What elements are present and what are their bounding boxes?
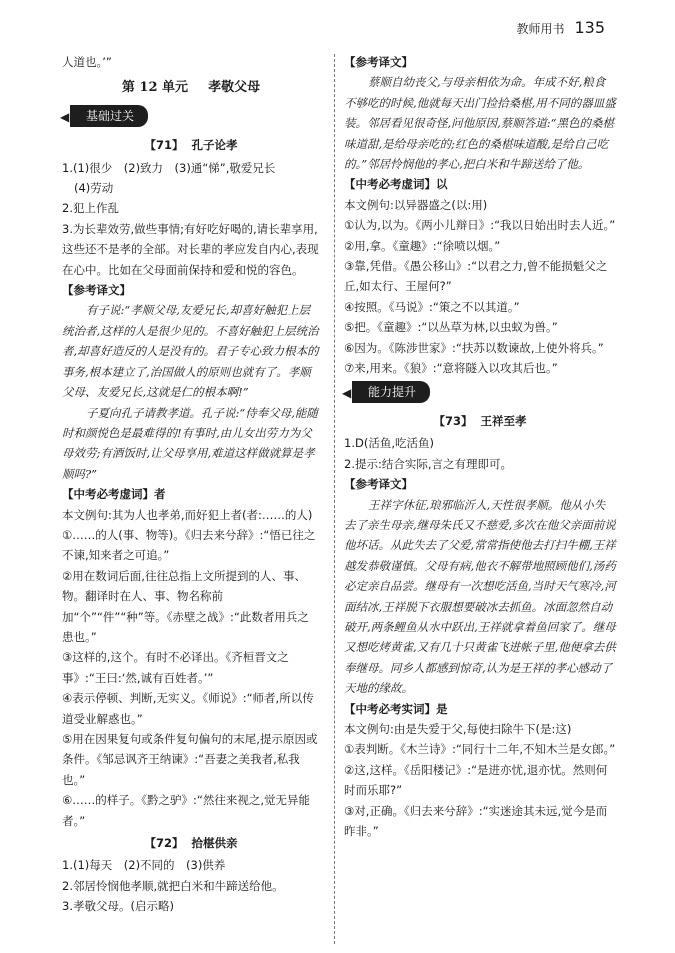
lesson-heading-72 [62, 833, 320, 853]
translation-paragraph: 有子说:“孝顺父母,友爱兄长,却喜好触犯上层统治者,这样的人是很少见的。不喜好触犯上层统治者,却喜好造反的人是没有的。君子专心致力根本的事务,根本建立了,治国做人的原则也就有了。孝顺父母、友爱兄长,这就是仁的根本啊!” [62, 303, 319, 400]
answer-line: (4)劳动 [74, 181, 114, 196]
xuci-line: ⑦来,用来。《狼》:“意将隧入以攻其后也。” [344, 361, 558, 376]
translation-paragraph: 王祥字休征,琅邪临沂人,天性很孝顺。他从小失去了亲生母亲,继母朱氏又不慈爱,多次在他父亲面前说他坏话。从此失去了父爱,常常指使他去打扫牛棚,王祥越发恭敬谨慎。父母有病,他衣不解带地照顾他们,汤药必定亲自品尝。继母有一次想吃活鱼,当时天气寒冷,河面结冰,王祥脱下衣服想要破冰去抓鱼。冰面忽然自动破开,两条鲤鱼从水中跃出,王祥就拿着鱼回家了。继母又想吃烤黄雀,又有几十只黄雀飞进帐子里,他便拿去供奉继母。同乡人都感到惊奇,认为是王祥的孝心感动了天地的缘故。 [344, 497, 616, 696]
lesson-title: 孔子论孝 [191, 138, 238, 153]
right-column [344, 52, 616, 841]
xuci-line: ①……的人(事、物等)。《归去来兮辞》:“悟已往之不谏,知来者之可追。” [62, 527, 316, 563]
xuci-line: ②用,拿。《童趣》:“徐喷以烟。” [344, 238, 501, 253]
shici-line: 本文例句:由是失爱于父,每使扫除牛下(是:这) [344, 722, 572, 736]
section-tag-basic [60, 105, 148, 127]
lesson-title: 王祥至孝 [480, 413, 527, 428]
shici-line: ③对,正确。《归去来兮辞》:“实迷途其未远,觉今是而昨非。” [344, 803, 608, 839]
section-tag-ability [342, 381, 430, 403]
xuci-line: ⑥因为。《陈涉世家》:“扶苏以数谏故,上使外将兵。” [344, 340, 604, 355]
left-column [62, 52, 320, 917]
column-divider [334, 54, 335, 944]
tag-arrow-icon: ◀ [60, 109, 70, 124]
xuci-heading: 【中考必考虚词】者 [62, 487, 166, 502]
section-label: 能力提升 [368, 384, 417, 399]
answer-line: 2.提示:结合实际,言之有理即可。 [344, 456, 513, 471]
translation-paragraph: 蔡顺自幼丧父,与母亲相依为命。年成不好,粮食不够吃的时候,他就每天出门捡拾桑椹,用不同的器皿盛装。邻居看见很奇怪,问他原因,蔡顺答道:“黑色的桑椹味道甜,是给母亲吃的;红色的桑椹味道酸,是给自己吃的。”邻居怜悯他的孝心,把白米和牛蹄送给了他。 [344, 75, 616, 172]
opening-line: 人道也。’” [62, 55, 112, 69]
answer-line: 1.(1)很少 (2)致力 (3)通“悌”,敬爱兄长 [62, 160, 276, 175]
lesson-heading-71 [62, 135, 320, 155]
page-header [516, 18, 605, 37]
xuci-line: 本文例句:以异器盛之(以:用) [344, 197, 488, 212]
xuci-line: 本文例句:其为人也孝弟,而好犯上者(者:……的人) [62, 507, 313, 522]
answer-line: 3.孝敬父母。(启示略) [62, 899, 174, 914]
xuci-line: ③靠,凭借。《愚公移山》:“以君之力,曾不能损魁父之丘,如太行、王屋何?” [344, 259, 608, 294]
xuci-line: ③这样的,这个。有时不必译出。《齐桓晋文之事》:“王曰:‘然,诚有百姓者。’” [62, 650, 289, 685]
xuci-line: ⑤用在因果复句或条件复句偏句的末尾,提示原因或条件。《邹忌讽齐王纳谏》:“吾妻之美我者,私我也。” [62, 732, 318, 787]
page-number: 135 [574, 18, 605, 37]
answer-line: 2.邻居怜悯他孝顺,就把白米和牛蹄送给他。 [62, 878, 284, 893]
book-label: 教师用书 [516, 22, 565, 36]
shici-heading: 【中考必考实词】是 [344, 701, 448, 716]
shici-line: ①表判断。《木兰诗》:“同行十二年,不知木兰是女郎。” [344, 742, 616, 757]
translation-paragraph: 子夏向孔子请教孝道。孔子说:“侍奉父母,能随时和颜悦色是最难得的!有事时,由儿女出劳力为父母效劳;有酒饭时,让父母享用,难道这样做就算是孝顺吗?” [62, 405, 318, 481]
lesson-title: 拾椹供亲 [191, 836, 238, 851]
answer-line: 3.为长辈效劳,做些事情;有好吃好喝的,请长辈享用,这些还不是孝的全部。对长辈的孝应发自内心,表现在心中。比如在父母面前保持和爱和悦的容色。 [62, 221, 319, 277]
xuci-line: ④按照。《马说》:“策之不以其道。” [344, 299, 520, 314]
xuci-line: ④表示停顿、判断,无实义。《师说》:“师者,所以传道受业解惑也。” [62, 691, 314, 726]
xuci-line: ⑤把。《童趣》:“以丛草为林,以虫蚁为兽。” [344, 320, 558, 335]
answer-line: 2.犯上作乱 [62, 201, 119, 216]
section-label: 基础过关 [86, 108, 135, 123]
translation-heading: 【参考译文】 [62, 283, 131, 298]
lesson-number: 【71】 [144, 138, 184, 153]
xuci-heading: 【中考必考虚词】以 [344, 177, 448, 192]
lesson-number: 【72】 [144, 836, 184, 851]
answer-line: 1.(1)每天 (2)不同的 (3)供养 [62, 858, 226, 873]
translation-heading: 【参考译文】 [344, 477, 413, 492]
unit-title [62, 78, 320, 98]
tag-arrow-icon: ◀ [342, 385, 352, 400]
xuci-line: ①认为,以为。《两小儿辩日》:“我以日始出时去人近。” [344, 218, 616, 233]
lesson-heading-73 [344, 411, 616, 431]
answer-line: 1.D(活鱼,吃活鱼) [344, 436, 434, 451]
lesson-number: 【73】 [433, 413, 473, 428]
unit-label: 第 12 单元 [121, 80, 189, 96]
translation-heading: 【参考译文】 [344, 55, 413, 69]
unit-name: 孝敬父母 [208, 80, 261, 96]
xuci-line: ⑥……的样子。《黔之驴》:“然往来视之,觉无异能者。” [62, 793, 311, 828]
xuci-line: ②用在数词后面,往往总指上文所提到的人、事、物。翻译时在人、事、物名称前加“个”“件”“种”等。《赤壁之战》:“此数者用兵之患也。” [62, 568, 309, 644]
shici-line: ②这,这样。《岳阳楼记》:“是进亦忧,退亦忧。然则何时而乐耶?” [344, 762, 608, 798]
